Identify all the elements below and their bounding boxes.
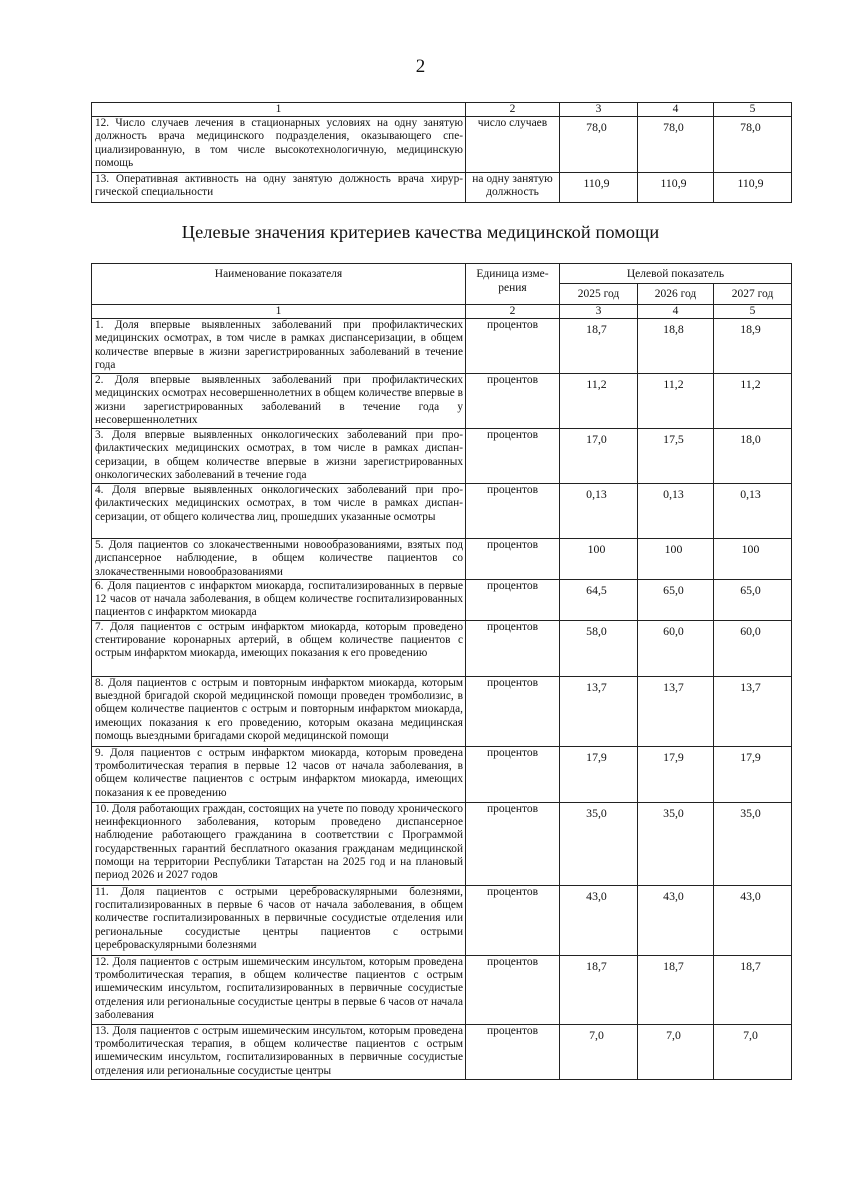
- value-2026: 78,0: [638, 117, 714, 173]
- indicator-name: 7. Доля пациентов с острым инфарктом миокарда, которым проведено стентирование коронарных артерий, в общем количестве пациентов с острым инфарктом миокарда, имеющих показания к его проведению: [92, 620, 466, 676]
- value-2025: 13,7: [560, 676, 638, 746]
- value-2025: 78,0: [560, 117, 638, 173]
- value-2027: 78,0: [714, 117, 792, 173]
- value-2025: 58,0: [560, 620, 638, 676]
- table-row: [92, 676, 792, 746]
- col-number: 2: [466, 103, 560, 117]
- header-year-2027: 2027 год: [714, 284, 792, 305]
- value-2027: 60,0: [714, 620, 792, 676]
- indicator-unit: процентов: [466, 429, 560, 484]
- table-row: [92, 319, 792, 374]
- indicator-unit: процентов: [466, 484, 560, 539]
- table-row: [92, 746, 792, 802]
- value-2027: 43,0: [714, 885, 792, 955]
- value-2027: 7,0: [714, 1024, 792, 1079]
- header-target: Целевой показатель: [560, 264, 792, 284]
- col-number: 3: [560, 305, 638, 319]
- column-number-row: [92, 103, 792, 117]
- section-title: Целевые значения критериев качества медицинской помощи: [181, 222, 660, 242]
- table-row: [92, 484, 792, 539]
- indicator-unit: процентов: [466, 955, 560, 1024]
- value-2027: 35,0: [714, 802, 792, 885]
- value-2026: 0,13: [638, 484, 714, 539]
- table-row: [92, 802, 792, 885]
- value-2026: 65,0: [638, 579, 714, 620]
- value-2027: 100: [714, 539, 792, 580]
- table-row: [92, 429, 792, 484]
- value-2025: 18,7: [560, 319, 638, 374]
- table-row: [92, 885, 792, 955]
- value-2027: 65,0: [714, 579, 792, 620]
- indicator-unit: процентов: [466, 579, 560, 620]
- value-2026: 35,0: [638, 802, 714, 885]
- table-row: [92, 173, 792, 203]
- table-row: [92, 374, 792, 429]
- header-unit: Единица измерения: [466, 264, 560, 305]
- indicator-unit: процентов: [466, 1024, 560, 1079]
- value-2026: 11,2: [638, 374, 714, 429]
- indicator-unit: на одну занятую должность: [466, 173, 560, 203]
- value-2025: 18,7: [560, 955, 638, 1024]
- value-2026: 13,7: [638, 676, 714, 746]
- value-2025: 43,0: [560, 885, 638, 955]
- col-number: 4: [638, 305, 714, 319]
- col-number: 5: [714, 305, 792, 319]
- indicator-name: 10. Доля работающих граждан, состоящих на учете по поводу хронического неинфекционного заболевания, которым проведено диспансерное наблюдение работающего гражданина в соответствии с Программой государственных гарантий бесплатного оказания гражданам медицинской помощи на территории Республики Татарстан на 2025 год и на плановый период 2026 и 2027 годов: [92, 802, 466, 885]
- continuation-table: [91, 102, 792, 203]
- col-number: 1: [92, 305, 466, 319]
- indicator-name: 13. Оперативная активность на одну занятую должность врача хирургической специальности: [92, 173, 466, 203]
- value-2026: 17,9: [638, 746, 714, 802]
- indicator-name: 8. Доля пациентов с острым и повторным инфарктом миокарда, которым выездной бригадой скорой медицинской помощи проведен тромболизис, в общем количестве пациентов с острым и повторным инфарктом миокарда, имеющих показания к его проведению, которым оказана медицинская помощь выездными бригадами скорой медицинской помощи: [92, 676, 466, 746]
- value-2025: 17,0: [560, 429, 638, 484]
- value-2025: 11,2: [560, 374, 638, 429]
- value-2025: 35,0: [560, 802, 638, 885]
- col-number: 4: [638, 103, 714, 117]
- value-2027: 110,9: [714, 173, 792, 203]
- indicator-name: 4. Доля впервые выявленных онкологических заболеваний при профилактических медицинских осмотрах, в том числе в рамках диспансеризации, от общего количества лиц, прошедших указанные осмотры: [92, 484, 466, 539]
- col-number: 2: [466, 305, 560, 319]
- value-2025: 64,5: [560, 579, 638, 620]
- indicator-name: 9. Доля пациентов с острым инфарктом миокарда, которым проведена тромболитическая терапия в первые 12 часов от начала заболевания, в общем количестве пациентов с острым инфарктом миокарда, имеющих показания к ее проведению: [92, 746, 466, 802]
- table-row: [92, 1024, 792, 1079]
- indicator-name: 1. Доля впервые выявленных заболеваний при профилактических медицинских осмотрах, в том числе в рамках диспансеризации, в общем количестве впервые в жизни зарегистрированных заболеваний в течение года: [92, 319, 466, 374]
- header-year-2026: 2026 год: [638, 284, 714, 305]
- value-2026: 18,7: [638, 955, 714, 1024]
- table-row: [92, 117, 792, 173]
- header-row: [92, 264, 792, 284]
- indicator-unit: процентов: [466, 374, 560, 429]
- value-2025: 110,9: [560, 173, 638, 203]
- indicator-unit: процентов: [466, 319, 560, 374]
- indicator-unit: процентов: [466, 802, 560, 885]
- value-2027: 17,9: [714, 746, 792, 802]
- value-2026: 60,0: [638, 620, 714, 676]
- value-2026: 100: [638, 539, 714, 580]
- value-2027: 18,9: [714, 319, 792, 374]
- value-2027: 11,2: [714, 374, 792, 429]
- value-2027: 18,0: [714, 429, 792, 484]
- value-2025: 7,0: [560, 1024, 638, 1079]
- table-row: [92, 579, 792, 620]
- value-2025: 17,9: [560, 746, 638, 802]
- value-2025: 0,13: [560, 484, 638, 539]
- value-2026: 7,0: [638, 1024, 714, 1079]
- col-number: 5: [714, 103, 792, 117]
- column-number-row: [92, 305, 792, 319]
- indicator-unit: процентов: [466, 539, 560, 580]
- value-2026: 18,8: [638, 319, 714, 374]
- value-2027: 0,13: [714, 484, 792, 539]
- indicator-name: 12. Доля пациентов с острым ишемическим инсультом, которым проведена тромболитическая терапия, в общем количестве пациентов с острым ишемическим инсультом, госпитализированных в первичные сосудистые отделения или региональные сосудистые центры в первые 6 часов от начала заболевания: [92, 955, 466, 1024]
- quality-criteria-table: [91, 263, 792, 1080]
- indicator-unit: процентов: [466, 885, 560, 955]
- value-2026: 110,9: [638, 173, 714, 203]
- page-number: 2: [415, 56, 426, 77]
- header-year-2025: 2025 год: [560, 284, 638, 305]
- indicator-name: 12. Число случаев лечения в стационарных условиях на одну занятую должность врача медицинского подразделения, оказывающего специализированную, в том числе высокотехнологичную, медицинскую помощь: [92, 117, 466, 173]
- header-indicator-name: Наименование показателя: [92, 264, 466, 305]
- indicator-unit: процентов: [466, 676, 560, 746]
- indicator-name: 6. Доля пациентов с инфарктом миокарда, госпитализированных в первые 12 часов от начала заболевания, в общем количестве госпитализированных пациентов с инфарктом миокарда: [92, 579, 466, 620]
- value-2026: 17,5: [638, 429, 714, 484]
- table-row: [92, 620, 792, 676]
- indicator-unit: процентов: [466, 620, 560, 676]
- col-number: 3: [560, 103, 638, 117]
- indicator-name: 11. Доля пациентов с острыми цереброваскулярными болезнями, госпитализированных в первые 6 часов от начала заболевания, в общем количестве госпитализированных в первичные сосудистые отделения или региональные сосудистые центры пациентов с острыми цереброваскулярными болезнями: [92, 885, 466, 955]
- indicator-unit: процентов: [466, 746, 560, 802]
- indicator-name: 2. Доля впервые выявленных заболеваний при профилактических медицинских осмотрах несовершеннолетних в общем количестве впервые в жизни зарегистрированных заболеваний в течение года у несовершеннолетних: [92, 374, 466, 429]
- indicator-name: 5. Доля пациентов со злокачественными новообразованиями, взятых под диспансерное наблюдение, в общем количестве пациентов со злокачественными новообразованиями: [92, 539, 466, 580]
- value-2027: 13,7: [714, 676, 792, 746]
- indicator-unit: число случаев: [466, 117, 560, 173]
- table-row: [92, 955, 792, 1024]
- value-2027: 18,7: [714, 955, 792, 1024]
- table-row: [92, 539, 792, 580]
- col-number: 1: [92, 103, 466, 117]
- value-2025: 100: [560, 539, 638, 580]
- value-2026: 43,0: [638, 885, 714, 955]
- indicator-name: 13. Доля пациентов с острым ишемическим инсультом, которым проведена тромболитическая терапия, в общем количестве пациентов с острым ишемическим инсультом, госпитализированных в первичные сосудистые отделения или региональные сосудистые центры: [92, 1024, 466, 1079]
- indicator-name: 3. Доля впервые выявленных онкологических заболеваний при профилактических медицинских осмотрах, в том числе в рамках диспансеризации, в общем количестве впервые в жизни зарегистрированных онкологических заболеваний в течение года: [92, 429, 466, 484]
